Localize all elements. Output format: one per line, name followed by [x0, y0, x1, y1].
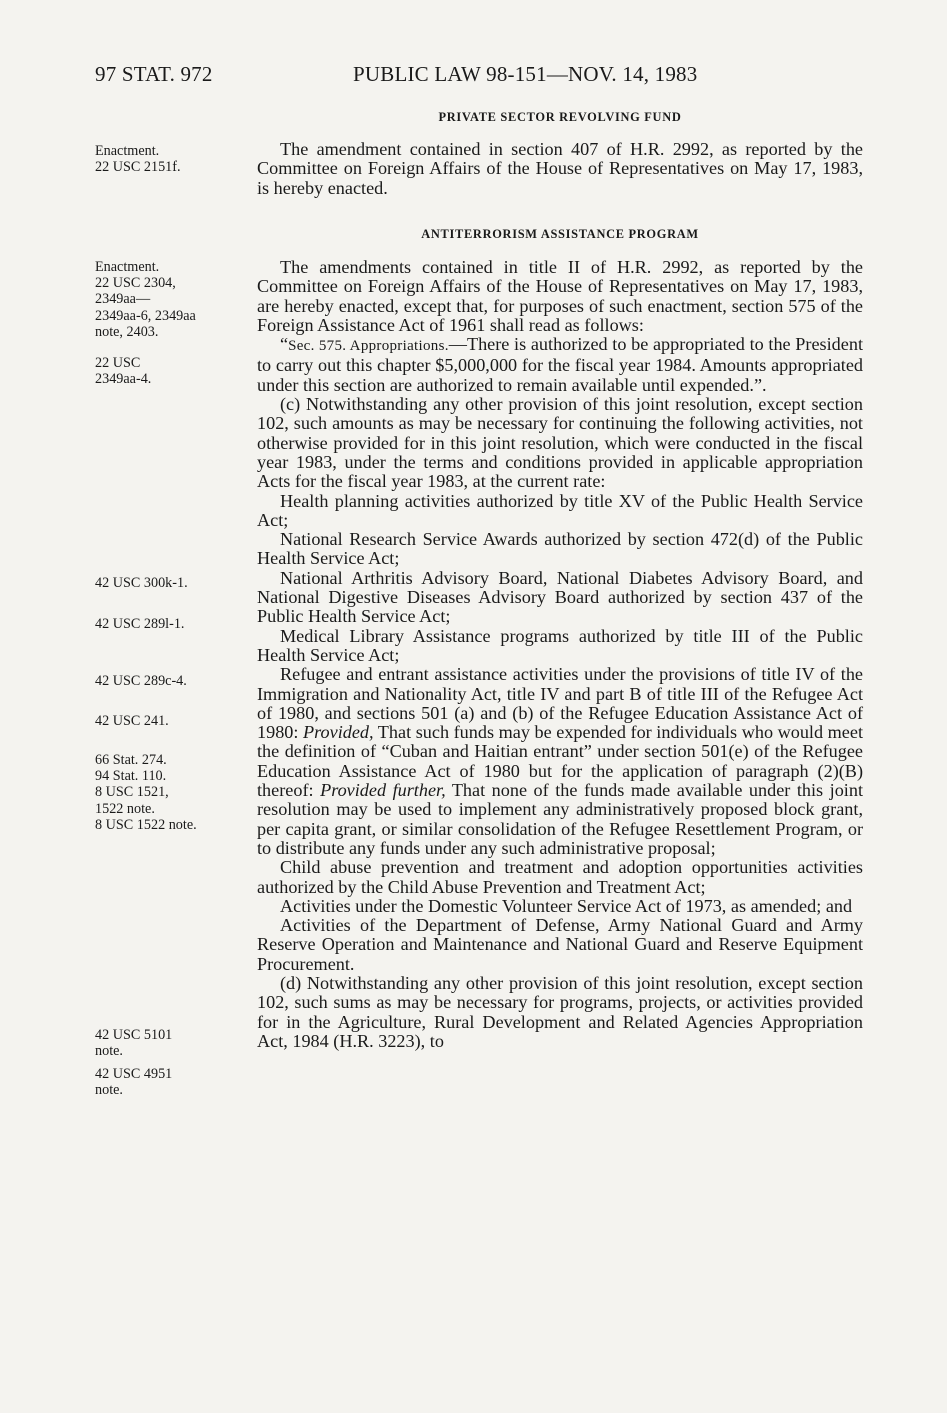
margin-note-line: 94 Stat. 110. — [95, 768, 167, 785]
heading-private-sector: PRIVATE SECTOR REVOLVING FUND — [438, 110, 682, 124]
margin-note-refugee — [95, 752, 230, 833]
private-sector-body — [257, 140, 863, 198]
margin-note-line: 22 USC 2151f. — [95, 159, 181, 176]
margin-note-4951 — [95, 1066, 230, 1098]
item-domestic-volunteer: Activities under the Domestic Volunteer Service Act of 1973, as amended; and — [280, 895, 853, 916]
margin-note-line: 22 USC — [95, 355, 141, 371]
margin-note-5101 — [95, 1027, 230, 1059]
refugee-text-c: That none of the funds made available under this joint resolution may be used to implement any administratively proposed block grant, per capita grant, or similar consolidation of the Refugee Resettlement Program, or to distribute any funds under any such administrative proposal; — [257, 780, 863, 858]
margin-note-line: 1522 note. — [95, 800, 155, 817]
item-medical-library: Medical Library Assistance programs authorized by title III of the Public Health Service Act; — [257, 625, 863, 665]
antiterrorism-paragraph: The amendments contained in title II of H.R. 2992, as reported by the Committee on Foreign Affairs of the House of Representatives on May 17, 1983, are hereby enacted, except that, for purposes of such enactment, section 575 of the Foreign Assistance Act of 1961 shall read as follows: — [257, 257, 863, 335]
item-child-abuse: Child abuse prevention and treatment and adoption opportunities activities authorized by the Child Abuse Prevention and Treatment Act; — [257, 857, 863, 897]
margin-note-line: 8 USC 1522 note. — [95, 816, 197, 833]
item-advisory-boards: National Arthritis Advisory Board, National Diabetes Advisory Board, and National Digestive Diseases Advisory Board authorized by section 437 of the Public Health Service Act; — [257, 567, 863, 627]
margin-note-sec575 — [95, 355, 230, 387]
law-title: PUBLIC LAW 98-151—NOV. 14, 1983 — [353, 62, 698, 86]
provided-further-italic: Provided further, — [320, 780, 446, 801]
private-sector-paragraph: The amendment contained in section 407 of H.R. 2992, as reported by the Committee on Foreign Affairs of the House of Representatives on May 17, 1983, is hereby enacted. — [257, 139, 863, 198]
margin-note-line: 66 Stat. 274. — [95, 752, 167, 768]
margin-note-line: note. — [95, 1082, 123, 1099]
margin-note-289c: 42 USC 289c-4. — [95, 673, 187, 689]
margin-note-line: Enactment. — [95, 259, 160, 275]
sec-575-paragraph: “Sec. 575. Appropriations.—There is authorized to be appropriated to the President to carry out this chapter $5,000,000 for the fiscal year 1984. Amounts appropriated under this section are authorized to remain available until expended.”. — [257, 334, 863, 395]
margin-note-enactment-2 — [95, 259, 230, 340]
margin-note-line: note, 2403. — [95, 323, 159, 340]
refugee-text-a: Refugee and entrant assistance activities under the provisions of title IV of the Immigration and Nationality Act, title IV and part B of title III of the Refugee Act of 1980, and sections 501 (a) and (b) of the Refugee Education Assistance Act of 1980: — [257, 664, 863, 743]
subsection-c-intro: (c) Notwithstanding any other provision of this joint resolution, except section 102, such amounts as may be necessary for continuing the following activities, not otherwise provided for in this joint resolution, which were conducted in the fiscal year 1983, under the terms and conditions provided in applicable appropriation Acts for the fiscal year 1983, at the current rate: — [257, 394, 863, 492]
refugee-text-b: That such funds may be expended for individuals who would meet the definition of “Cuban and Haitian entrant” under section 501(e) of the Refugee Education Assistance Act of 1980 but for the application of paragraph (2)(B) thereof: — [257, 722, 864, 801]
margin-note-line: 22 USC 2304, — [95, 275, 176, 292]
provided-italic: Provided, — [303, 722, 374, 743]
item-health-planning: Health planning activities authorized by title XV of the Public Health Service Act; — [257, 490, 863, 530]
antiterrorism-body — [257, 258, 863, 1051]
sec-575-text: There is authorized to be appropriated to the President to carry out this chapter $5,000,000 for the fiscal year 1984. Amounts appropriated under this section are authorized to remain available until expended.”. — [257, 334, 863, 395]
margin-note-289l: 42 USC 289l-1. — [95, 616, 185, 632]
stat-page-number: 97 STAT. 972 — [95, 62, 213, 86]
margin-note-enactment-1 — [95, 143, 230, 175]
subsection-d-paragraph: (d) Notwithstanding any other provision of this joint resolution, except section 102, such sums as may be necessary for programs, projects, or activities provided for in the Agriculture, Rural Development and Related Agencies Appropriation Act, 1984 (H.R. 3223), to — [257, 972, 863, 1051]
margin-note-line: 42 USC 4951 — [95, 1066, 173, 1082]
margin-note-300k: 42 USC 300k-1. — [95, 575, 188, 591]
margin-note-line: 42 USC 5101 — [95, 1027, 173, 1043]
item-refugee — [257, 665, 863, 858]
item-defense: Activities of the Department of Defense, Army National Guard and Army Reserve Operation and Maintenance and National Guard and Reserve Equipment Procurement. — [257, 915, 863, 974]
page-header — [95, 62, 865, 88]
margin-note-line: 2349aa-6, 2349aa — [95, 307, 196, 324]
heading-antiterrorism: ANTITERRORISM ASSISTANCE PROGRAM — [421, 227, 699, 241]
margin-note-line: 2349aa— — [95, 291, 151, 308]
margin-note-line: note. — [95, 1043, 123, 1060]
margin-note-line: 8 USC 1521, — [95, 784, 169, 801]
item-nrsa: National Research Service Awards authorized by section 472(d) of the Public Health Service Act; — [257, 529, 863, 569]
margin-note-line: Enactment. — [95, 143, 160, 159]
margin-note-241: 42 USC 241. — [95, 713, 169, 729]
sec-575-label: Sec. 575. Appropriations. — [288, 338, 449, 355]
margin-note-line: 2349aa-4. — [95, 371, 152, 388]
